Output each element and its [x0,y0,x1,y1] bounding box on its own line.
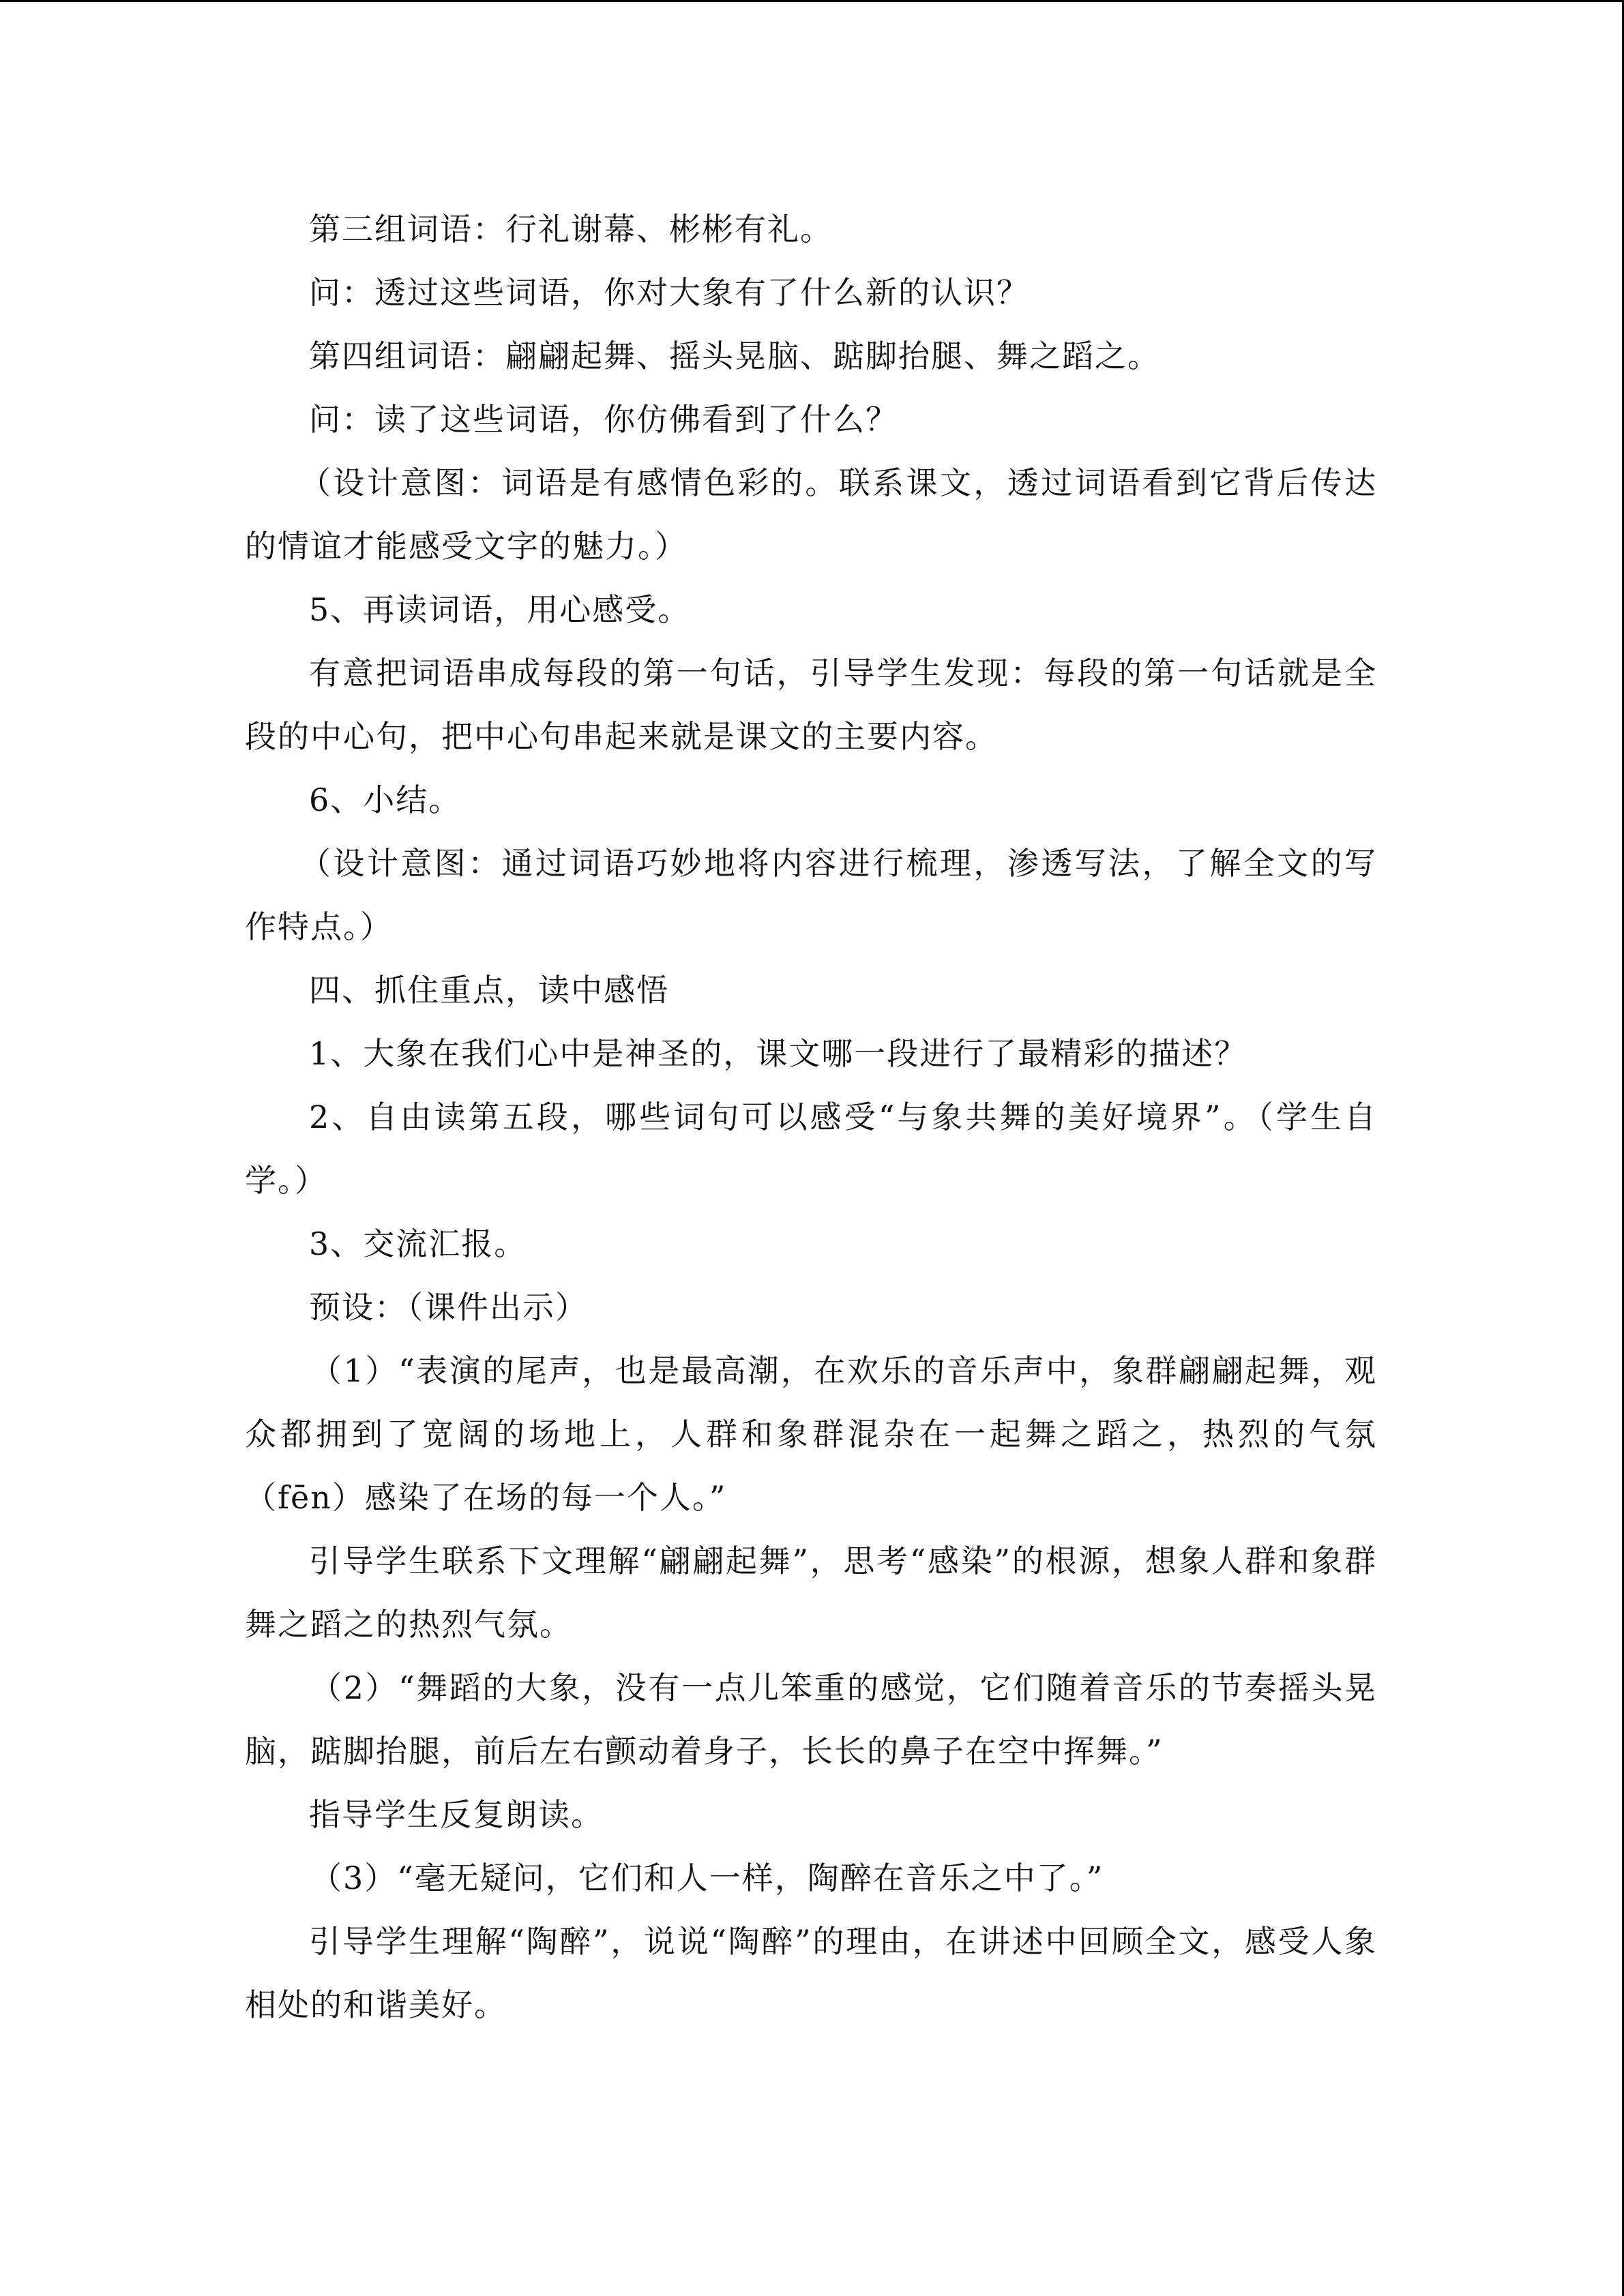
paragraph-quote-2: （2）“舞蹈的大象，没有一点儿笨重的感觉，它们随着音乐的节奏摇头晃脑，踮脚抬腿，前后左右颤动着身子，长长的鼻子在空中挥舞。” [245,1669,1377,1770]
paragraph-item-1: 1、大象在我们心中是神圣的，课文哪一段进行了最精彩的描述？ [309,1035,1247,1072]
paragraph-guide-2: 指导学生反复朗读。 [309,1796,604,1833]
paragraph-preset: 预设：（课件出示） [309,1289,588,1326]
paragraph-question-2: 问：读了这些词语，你仿佛看到了什么？ [309,401,898,438]
paragraph-step-5: 5、再读词语，用心感受。 [309,591,691,628]
paragraph-item-3: 3、交流汇报。 [309,1225,527,1262]
paragraph-item-2: 2、自由读第五段，哪些词句可以感受“与象共舞的美好境界”。（学生自学。） [245,1099,1377,1199]
paragraph-step-6: 6、小结。 [309,781,462,818]
document-body [245,198,1377,2037]
paragraph-question-1: 问：透过这些词语，你对大象有了什么新的认识？ [309,274,1029,311]
paragraph-guide-3: 引导学生理解“陶醉”，说说“陶醉”的理由，在讲述中回顾全文，感受人象相处的和谐美好。 [245,1923,1377,2023]
paragraph-quote-3: （3）“毫无疑问，它们和人一样，陶醉在音乐之中了。” [310,1860,1104,1896]
paragraph-design-intent-2: （设计意图：通过词语巧妙地将内容进行梳理，渗透写法，了解全文的写作特点。） [245,845,1377,945]
paragraph-quote-1: （1）“表演的尾声，也是最高潮，在欢乐的音乐声中，象群翩翩起舞，观众都拥到了宽阔的场地上，人群和象群混杂在一起舞之蹈之，热烈的气氛（fēn）感染了在场的每一个人。” [245,1352,1377,1516]
paragraph-step-5-detail: 有意把词语串成每段的第一句话，引导学生发现：每段的第一句话就是全段的中心句，把中心句串起来就是课文的主要内容。 [245,655,1377,755]
section-heading-4: 四、抓住重点，读中感悟 [309,972,669,1009]
paragraph-word-group-3: 第三组词语：行礼谢幕、彬彬有礼。 [309,211,833,248]
paragraph-design-intent-1: （设计意图：词语是有感情色彩的。联系课文，透过词语看到它背后传达的情谊才能感受文字的魅力。） [245,464,1377,565]
page-border-top [0,0,1624,2]
paragraph-word-group-4: 第四组词语：翩翩起舞、摇头晃脑、踮脚抬腿、舞之蹈之。 [309,338,1160,374]
paragraph-guide-1: 引导学生联系下文理解“翩翩起舞”，思考“感染”的根源，想象人群和象群舞之蹈之的热烈气氛。 [245,1542,1377,1643]
